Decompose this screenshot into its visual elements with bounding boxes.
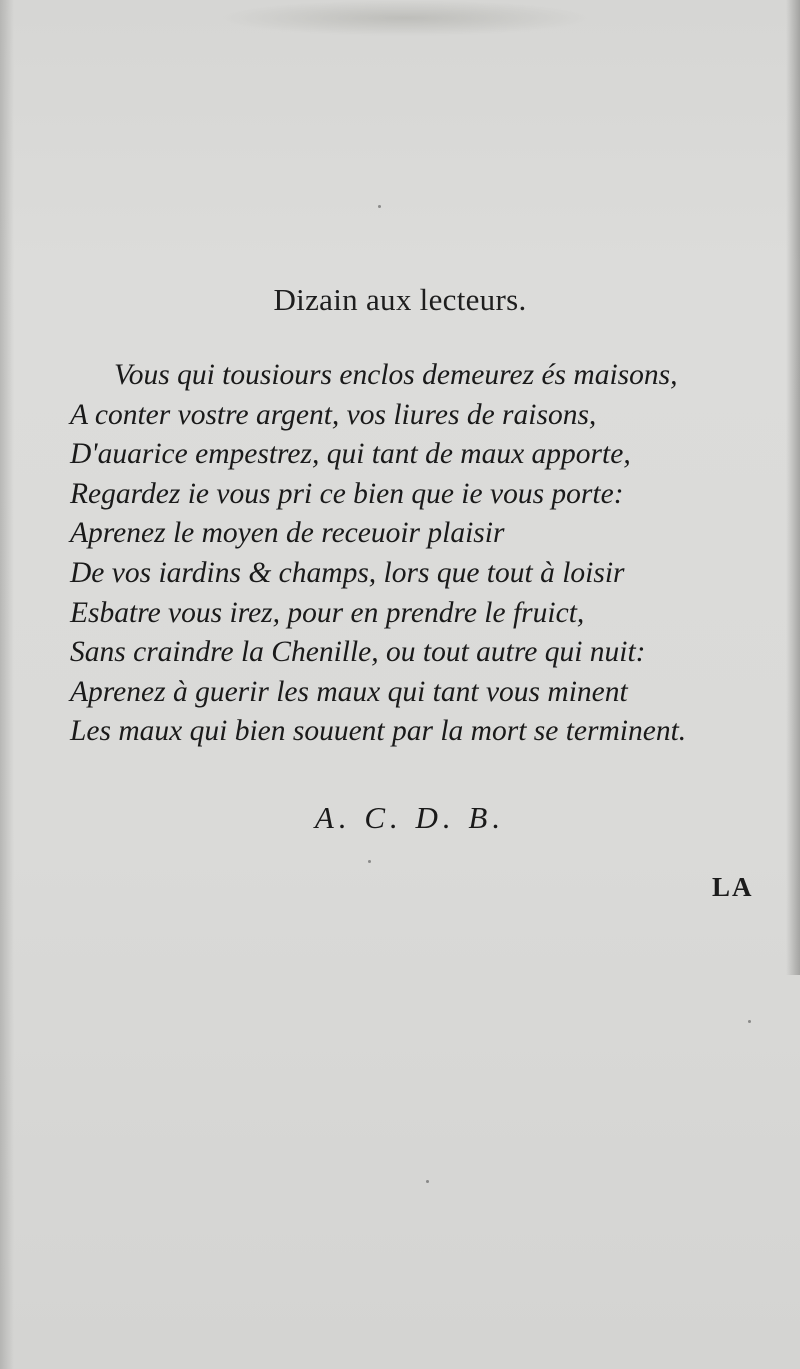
poem <box>70 356 786 752</box>
ink-speck <box>378 205 381 208</box>
poem-line: De vos iardins & champs, lors que tout à loisir <box>70 556 625 589</box>
poem-line: Regardez ie vous pri ce bien que ie vous porte: <box>70 477 624 510</box>
ink-speck <box>426 1180 429 1183</box>
poem-line: Aprenez le moyen de receuoir plaisir <box>70 517 505 550</box>
poem-line: D'auarice empestrez, qui tant de maux apporte, <box>70 438 631 471</box>
page-title: Dizain aux lecteurs. <box>273 282 527 317</box>
poem-line: Sans craindre la Chenille, ou tout autre qui nuit: <box>70 636 646 669</box>
poem-line: Aprenez à guerir les maux qui tant vous minent <box>70 675 628 708</box>
ink-speck <box>748 1020 751 1023</box>
poem-line: Vous qui tousiours enclos demeurez és maisons, <box>114 359 678 391</box>
poem-line: Les maux qui bien souuent par la mort se terminent. <box>70 715 687 748</box>
poem-line: A conter vostre argent, vos liures de raisons, <box>70 398 597 431</box>
ink-speck <box>368 860 371 863</box>
poem-line: Esbatre vous irez, pour en prendre le fruict, <box>70 596 585 629</box>
author-initials: A. C. D. B. <box>314 800 506 835</box>
paper-stain <box>215 0 595 36</box>
page-edge-left <box>0 0 14 1369</box>
catchword: LA <box>712 872 754 902</box>
